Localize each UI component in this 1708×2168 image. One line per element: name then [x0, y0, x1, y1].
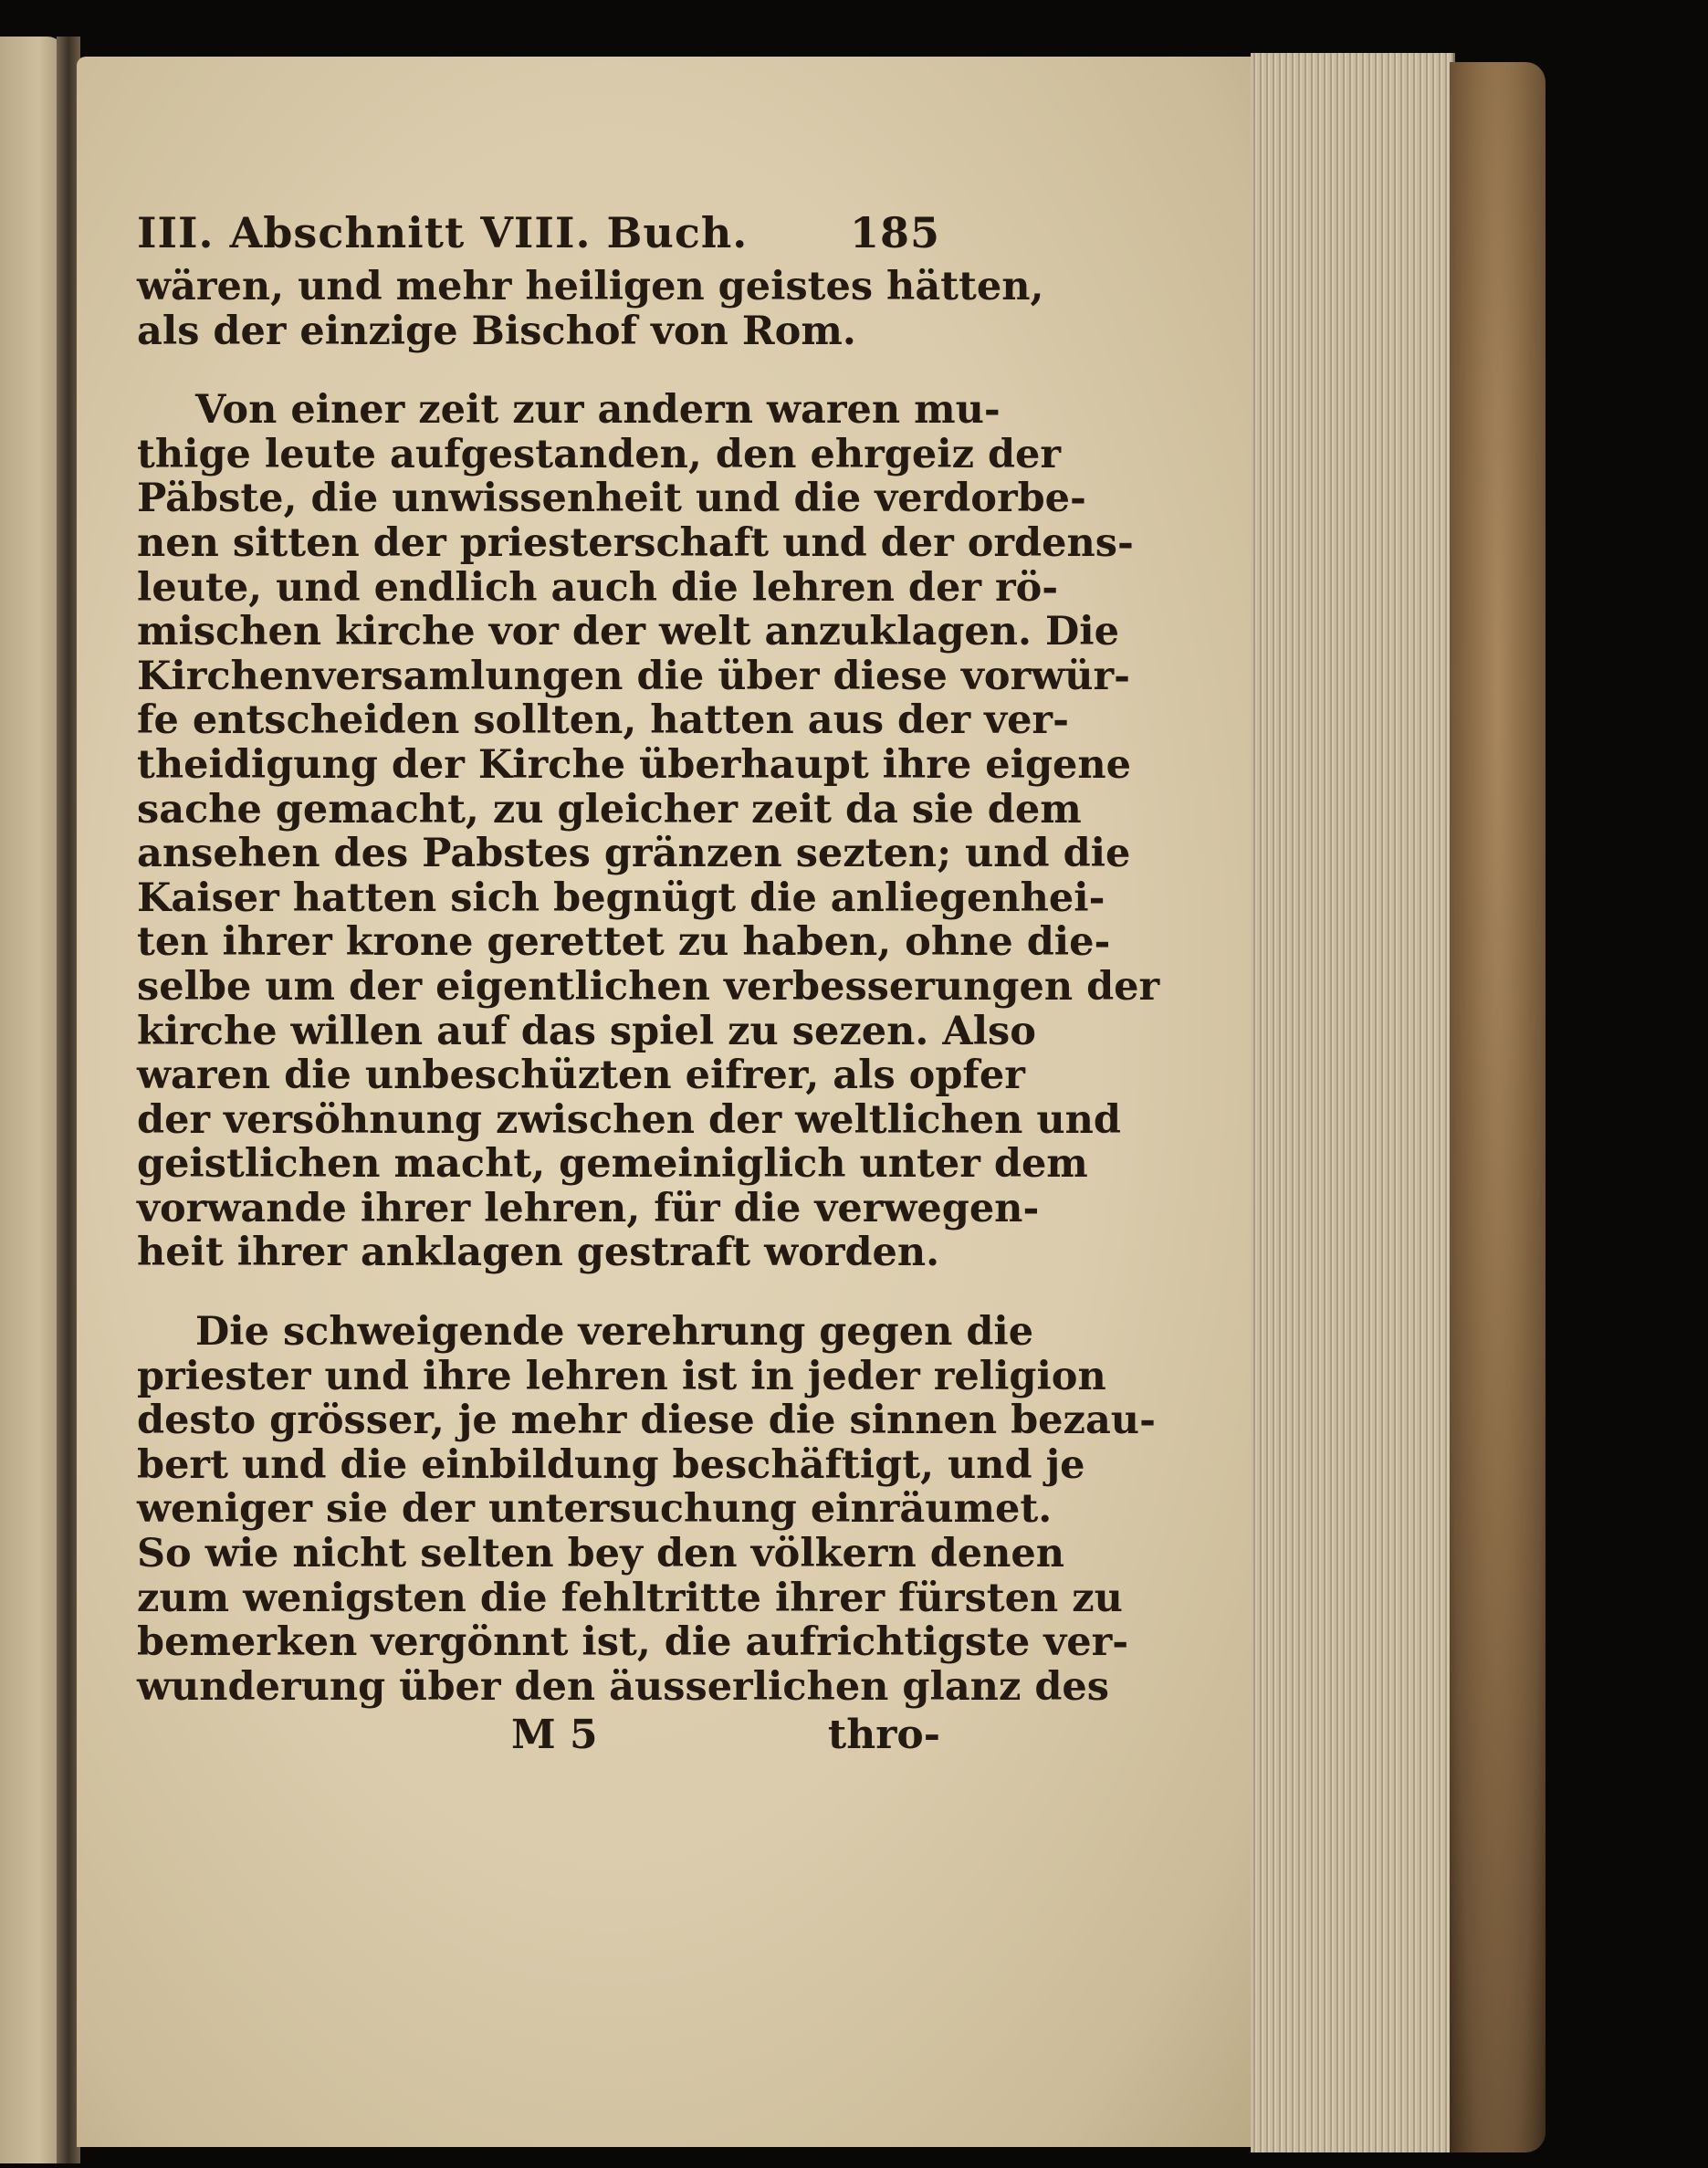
page-edges — [1251, 53, 1455, 2152]
catchword: thro- — [827, 1712, 940, 1759]
text-line: wunderung über den äusserlichen glanz des — [137, 1663, 1109, 1710]
paragraph-2 — [137, 387, 1160, 1276]
text-line: zum wenigsten die fehltritte ihrer fürsten zu — [137, 1575, 1123, 1621]
paragraph-1 — [137, 264, 1044, 354]
text-line: sache gemacht, zu gleicher zeit da sie dem — [137, 786, 1082, 833]
text-line: fe entscheiden sollten, hatten aus der ver- — [137, 697, 1069, 744]
text-line: bert und die einbildung beschäftigt, und je — [137, 1441, 1085, 1488]
text-line: theidigung der Kirche überhaupt ihre eigene — [137, 741, 1131, 788]
text-line: kirche willen auf das spiel zu sezen. Also — [137, 1008, 1036, 1054]
text-line: Kaiser hatten sich begnügt die anliegenhei- — [137, 875, 1105, 921]
text-line: heit ihrer anklagen gestraft worden. — [137, 1230, 940, 1276]
page-text — [137, 203, 1160, 1762]
signature-mark: M 5 — [511, 1712, 598, 1759]
text-line: vorwande ihrer lehren, für die verwegen- — [137, 1185, 1040, 1231]
text-line: der versöhnung zwischen der weltlichen und — [137, 1096, 1121, 1143]
text-line: weniger sie der untersuchung einräumet. — [137, 1486, 1053, 1533]
text-line: nen sitten der priesterschaft und der ordens- — [137, 519, 1134, 566]
page-footer — [137, 1709, 940, 1762]
paragraph-gap — [137, 1275, 940, 1310]
text-line: wären, und mehr heiligen geistes hätten, — [137, 264, 1044, 309]
paragraph-3 — [137, 1309, 1156, 1710]
page-number: 185 — [849, 208, 940, 257]
text-line: thige leute aufgestanden, den ehrgeiz der — [137, 431, 1062, 477]
previous-page-edge — [0, 37, 64, 2163]
text-line: ten ihrer krone gerettet zu haben, ohne die- — [137, 919, 1111, 966]
text-line: als der einzige Bischof von Rom. — [137, 308, 856, 354]
text-line: mischen kirche vor der welt anzuklagen. Die — [137, 609, 1119, 655]
running-title: III. Abschnitt VIII. Buch. — [137, 208, 749, 257]
leather-cover — [1450, 62, 1546, 2152]
text-line: So wie nicht selten bey den völkern denen — [137, 1531, 1065, 1577]
text-line: Die schweigende verehrung gegen die — [195, 1309, 1034, 1356]
running-header — [137, 203, 940, 263]
text-line: Von einer zeit zur andern waren mu- — [195, 387, 1001, 434]
text-line: ansehen des Pabstes gränzen sezten; und die — [137, 831, 1131, 877]
paragraph-gap — [137, 353, 940, 388]
text-line: priester und ihre lehren ist in jeder religion — [137, 1353, 1106, 1399]
text-line: geistlichen macht, gemeiniglich unter dem — [137, 1141, 1088, 1188]
text-line: bemerken vergönnt ist, die aufrichtigste ver- — [137, 1619, 1129, 1666]
text-line: Kirchenversamlungen die über diese vorwür- — [137, 653, 1130, 699]
text-line: desto grösser, je mehr diese die sinnen bezau- — [137, 1398, 1156, 1444]
text-line: selbe um der eigentlichen verbesserungen der — [137, 963, 1160, 1010]
text-line: Päbste, die unwissenheit und die verdorbe- — [137, 476, 1086, 522]
text-line: leute, und endlich auch die lehren der rö- — [137, 564, 1059, 611]
text-line: waren die unbeschüzten eifrer, als opfer — [137, 1053, 1025, 1099]
